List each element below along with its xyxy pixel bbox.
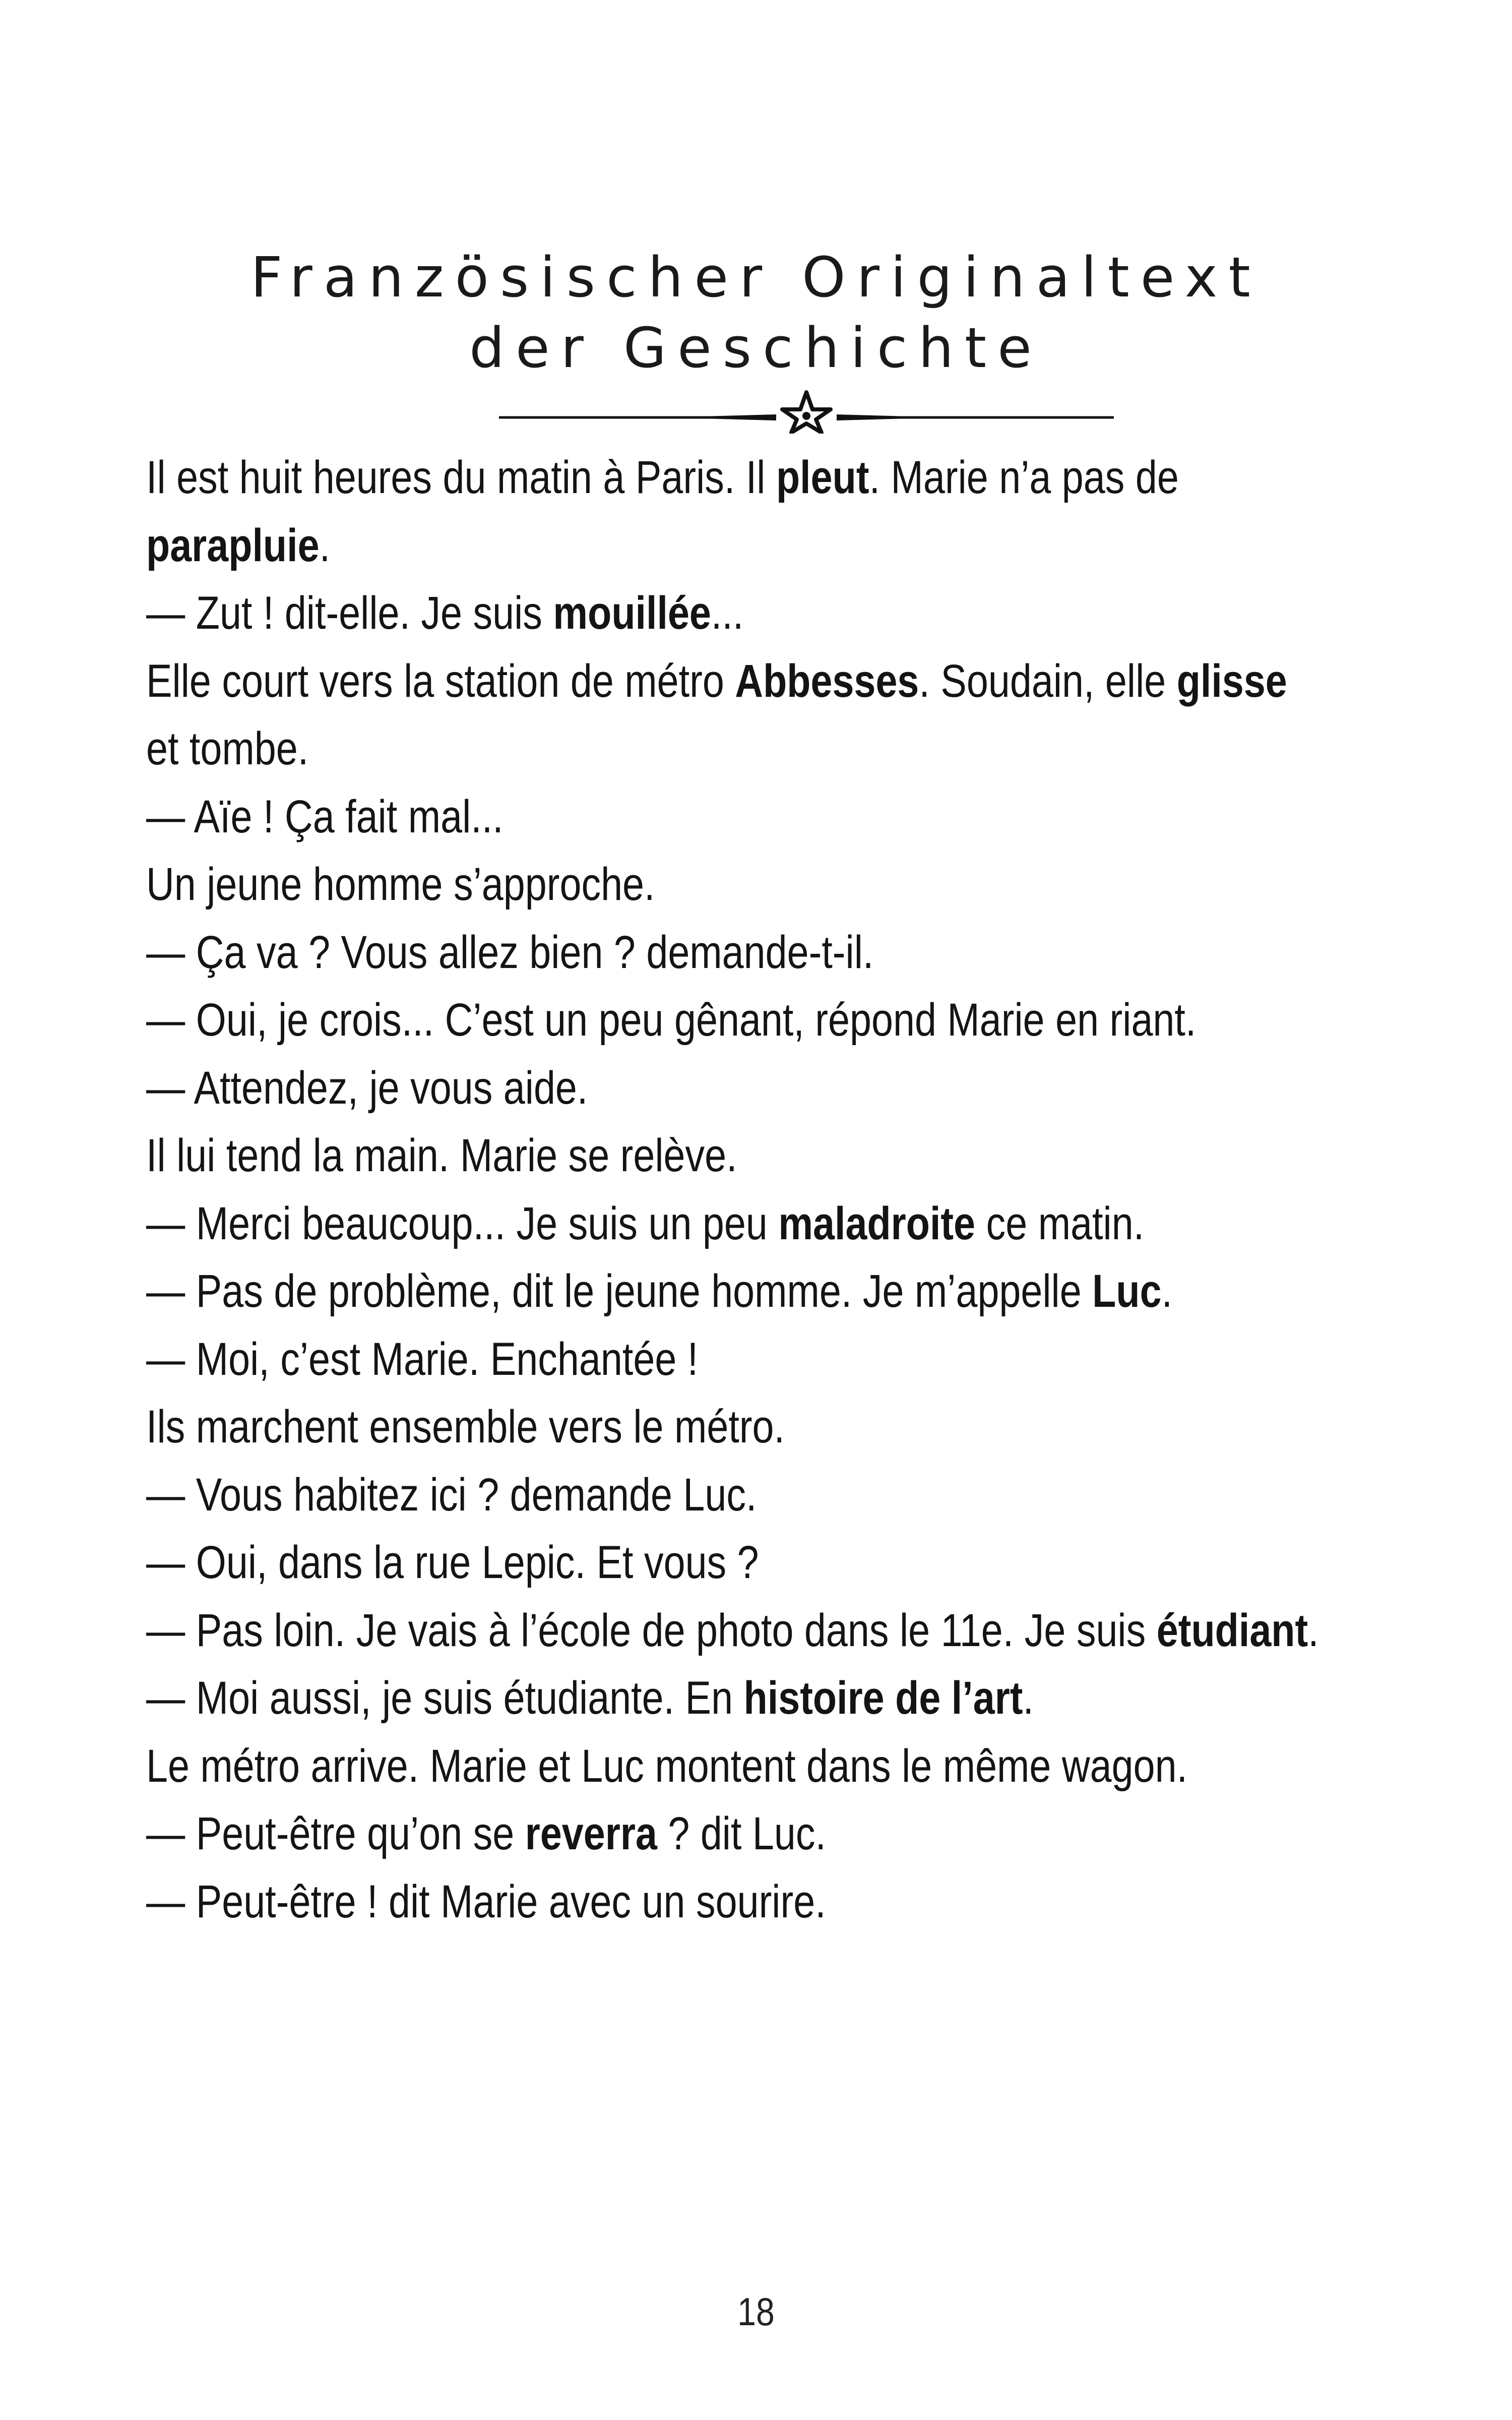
text-line [146,579,1230,647]
text-line [146,919,1230,987]
page-title [0,242,1512,383]
text-segment: — Vous habitez ici ? demande Luc. [146,1469,757,1521]
text-segment: Un jeune homme s’approche. [146,859,655,910]
text-line [146,1393,1230,1461]
text-line [146,1054,1230,1122]
text-segment: — Merci beaucoup... Je suis un peu [146,1197,779,1249]
text-segment: Le métro arrive. Marie et Luc montent dans le même wagon. [146,1740,1188,1792]
text-segment: ... [711,587,744,639]
text-segment: — Oui, dans la rue Lepic. Et vous ? [146,1537,759,1588]
text-segment: — Moi aussi, je suis étudiante. En [146,1672,744,1724]
title-line-2: der Geschichte [469,316,1043,380]
text-segment: — Peut-être ! dit Marie avec un sourire. [146,1876,826,1927]
story-text [146,444,1319,1935]
text-segment: . Marie n’a pas de [869,452,1179,503]
text-line [146,1529,1230,1597]
vocabulary-word: Abbesses [735,655,919,707]
vocabulary-word: mouillée [553,587,711,639]
vocabulary-word: étudiant [1156,1604,1308,1656]
text-line [146,1461,1230,1529]
text-segment: . [1161,1265,1173,1317]
text-line [146,512,1230,580]
vocabulary-word: Luc [1092,1265,1162,1317]
text-segment: — Peut-être qu’on se [146,1808,525,1859]
vocabulary-word: glisse [1176,655,1287,707]
text-segment: . Soudain, elle [919,655,1177,707]
text-segment: . [1023,1672,1034,1724]
text-segment: — Oui, je crois... C’est un peu gênant, répond Marie en riant. [146,994,1196,1046]
text-line [146,1664,1230,1732]
text-segment: — Pas loin. Je vais à l’école de photo dans le 11e. Je suis [146,1604,1157,1656]
text-line [146,1800,1230,1868]
text-segment: et tombe. [146,723,309,774]
text-segment: — Attendez, je vous aide. [146,1062,588,1114]
text-line [146,986,1230,1054]
vocabulary-word: pleut [776,452,869,503]
text-segment: — Ça va ? Vous allez bien ? demande-t-il. [146,926,874,978]
text-segment: ce matin. [975,1197,1145,1249]
title-line-1: Französischer Originaltext [250,245,1262,310]
text-line [146,783,1230,851]
text-line [146,851,1230,919]
text-line [146,1597,1319,1665]
text-line [146,444,1230,512]
text-line [146,1868,1230,1936]
text-segment: . [1308,1604,1319,1656]
vocabulary-word: parapluie [146,519,320,571]
text-line [146,647,1287,715]
text-line [146,1257,1230,1325]
text-segment: Ils marchent ensemble vers le métro. [146,1401,785,1453]
star-divider-icon [494,388,1119,434]
text-segment: — Aïe ! Ça fait mal... [146,791,503,842]
text-line [146,1325,1230,1394]
text-segment: Elle court vers la station de métro [146,655,735,707]
text-line [146,1190,1230,1258]
text-line [146,1732,1230,1800]
text-line [146,715,1230,783]
text-segment: Il est huit heures du matin à Paris. Il [146,452,776,503]
vocabulary-word: histoire de l’art [743,1672,1023,1724]
text-segment: . [319,519,331,571]
text-segment: Il lui tend la main. Marie se relève. [146,1130,737,1181]
text-segment: — Pas de problème, dit le jeune homme. Je m’appelle [146,1265,1093,1317]
text-segment: — Moi, c’est Marie. Enchantée ! [146,1333,699,1385]
text-segment: ? dit Luc. [657,1808,826,1859]
vocabulary-word: reverra [525,1808,657,1859]
vocabulary-word: maladroite [778,1197,976,1249]
text-line [146,1122,1230,1190]
page-number: 18 [737,2289,775,2334]
text-segment: — Zut ! dit-elle. Je suis [146,587,553,639]
